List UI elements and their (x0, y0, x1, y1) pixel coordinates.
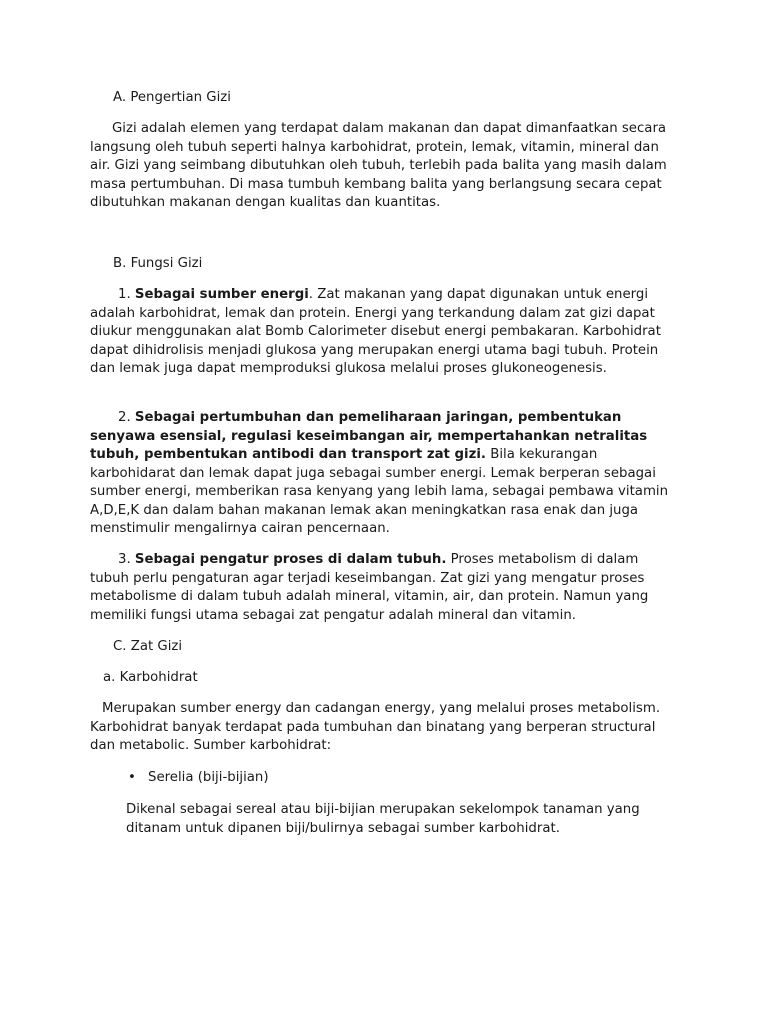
bullet-icon: • (128, 770, 136, 785)
item-number: 3. (118, 552, 135, 567)
fungsi-item-2 (90, 409, 680, 539)
fungsi-item-1 (90, 286, 680, 379)
item-title: Sebagai sumber energi (134, 287, 309, 302)
item-number: 2. (118, 410, 135, 425)
heading-zat-gizi: C. Zat Gizi (113, 639, 183, 654)
heading-karbohidrat: a. Karbohidrat (103, 670, 198, 685)
paragraph-serelia: Dikenal sebagai sereal atau biji-bijian merupakan sekelompok tanaman yang ditanam untuk dipanen biji/bulirnya sebagai sumber karbohidrat. (126, 802, 640, 836)
item-title: Sebagai pengatur proses di dalam tubuh. (134, 552, 447, 567)
item-number: 1. (118, 287, 135, 302)
item-text: . Zat makanan yang dapat digunakan untuk energi adalah karbohidrat, lemak dan protein. Energi yang terkandung dalam zat gizi dapat diukur menggunakan alat Bomb Calorimeter disebut energi pembakaran. Karbohidrat dapat dihidrolisis menjadi glukosa yang merupakan energi utama bagi tubuh. Protein dan lemak juga dapat memproduksi glukosa melalui proses glukoneogenesis. (90, 287, 661, 376)
item-title: Sebagai pertumbuhan dan pemeliharaan jaringan, pembentukan senyawa esensial, regulasi keseimbangan air, mempertahankan netralitas tubuh, pembentukan antibodi dan transport zat gizi. (90, 410, 648, 462)
item-text: Bila kekurangan karbohidarat dan lemak dapat juga sebagai sumber energi. Lemak berperan sebagai sumber energi, memberikan rasa kenyang yang lebih lama, sebagai pembawa vitamin A,D,E,K dan dalam bahan makanan lemak akan meningkatkan rasa enak dan juga menstimulir mengalirnya cairan pencernaan. (90, 447, 669, 536)
paragraph-pengertian-gizi: Gizi adalah elemen yang terdapat dalam makanan dan dapat dimanfaatkan secara langsung oleh tubuh seperti halnya karbohidrat, protein, lemak, vitamin, mineral dan air. Gizi yang seimbang dibutuhkan oleh tubuh, terlebih pada balita yang masih dalam masa pertumbuhan. Di masa tumbuh kembang balita yang berlangsung secara cepat dibutuhkan makanan dengan kualitas dan kuantitas. (90, 121, 667, 210)
bullet-serelia: Serelia (biji-bijian) (148, 770, 269, 785)
heading-fungsi-gizi: B. Fungsi Gizi (113, 256, 203, 271)
heading-pengertian-gizi: A. Pengertian Gizi (113, 90, 231, 105)
fungsi-item-3 (90, 551, 680, 625)
item-text: Proses metabolism di dalam tubuh perlu pengaturan agar terjadi keseimbangan. Zat gizi yang mengatur proses metabolisme di dalam tubuh adalah mineral, vitamin, air, dan protein. Namun yang memiliki fungsi utama sebagai zat pengatur adalah mineral dan vitamin. (90, 552, 649, 623)
paragraph-karbohidrat: Merupakan sumber energy dan cadangan energy, yang melalui proses metabolism. Karbohidrat banyak terdapat pada tumbuhan dan binatang yang berperan structural dan metabolic. Sumber karbohidrat: (90, 701, 661, 753)
